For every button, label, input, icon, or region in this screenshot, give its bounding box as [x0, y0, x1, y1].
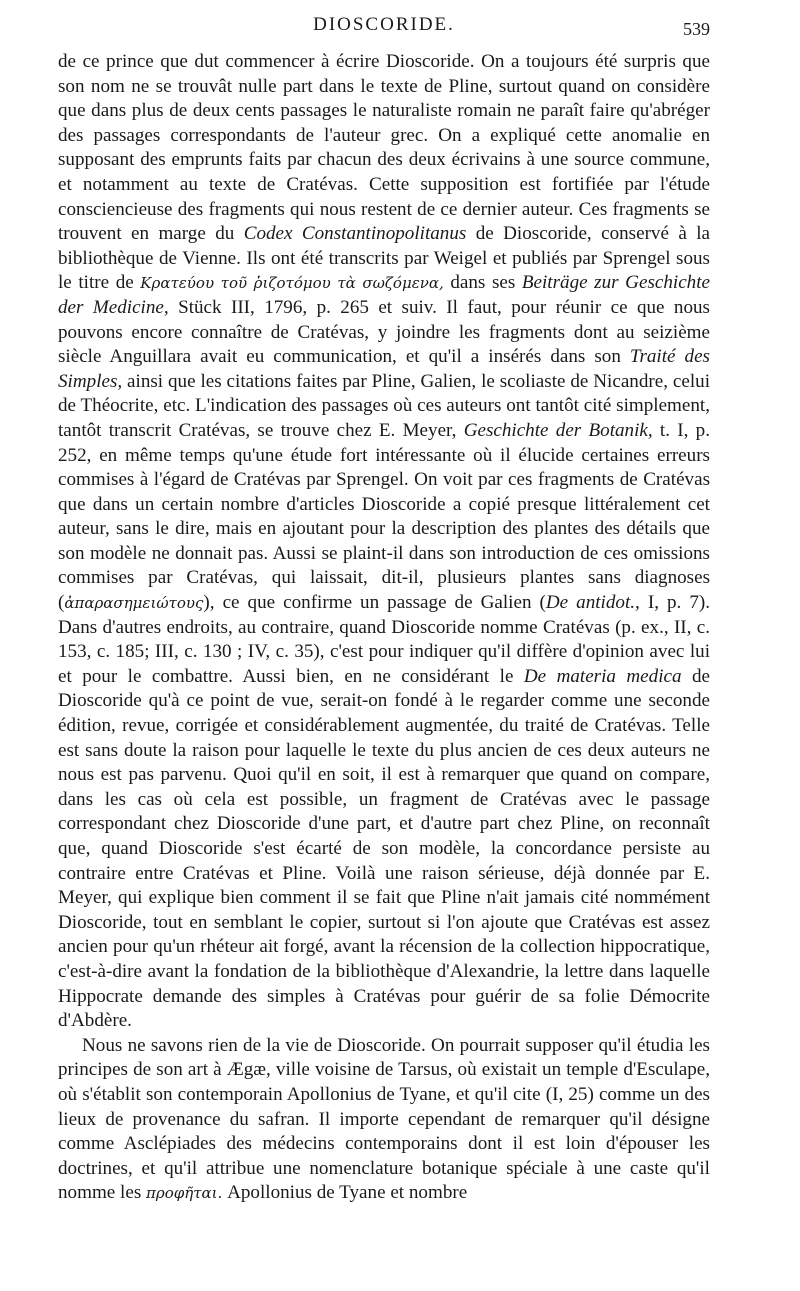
italic-title: De antidot., [545, 592, 640, 614]
text-run: de Dioscoride qu'à ce point de vue, serait-on fondé à le regarder comme une seconde édition, revue, corrigée et considérablement augmentée, du traité de Cratévas. Telle est sans doute la raison pour laquelle le texte du plus ancien de ces deux auteurs ne nous est pas parvenu. Quoi qu'il en soit, il est à remarquer que quand on compare, dans les cas où cela est possible, un fragment de Cratévas avec le passage correspondant chez Dioscoride d'une part, et d'autre part chez Pline, on reconnaît que, quand Dioscoride s'est écarté de son modèle, la concordance persiste au contraire entre Cratévas et Pline. Voilà une raison sérieuse, déjà donnée par E. Meyer, qui explique bien comment il se fait que Pline n'ait jamais cité nommément Dioscoride, tout en semblant le copier, surtout si l'on ajoute que Cratévas est assez ancien pour qu'un rhéteur ait forgé, avant la récension de la collection hippocratique, c'est-à-dire avant la fondation de la bibliothèque d'Alexandrie, la lettre dans laquelle Hippocrate demande des simples à Cratévas pour guérir de sa folie Démocrite d'Abdère. [58, 665, 710, 1032]
text-run: t. I, p. 252, en même temps qu'une étude fort intéressante où il élucide certaines erreurs commises à l'égard de Cratévas par Sprengel. On voit par ces fragments de Cratévas que dans un certain nombre d'articles Dioscoride a copié presque littéralement cet auteur, sans le dire, mais en ajoutant pour la description des plantes des détails que son modèle ne donnait pas. Aussi se plaint-il dans son introduction de ces omissions commises par Cratévas, qui laissait, dit-il, plusieurs plantes sans diagnoses ( [58, 419, 710, 614]
italic-title: Beiträge zur Geschichte der Medicine, [58, 272, 710, 318]
text-run: Stück III, 1796, p. 265 et suiv. Il faut, pour réunir ce que nous pouvons encore connaître de Cratévas, y joindre les fragments dont au seizième siècle Anguillara avait eu communication, et qu'il a insérés dans son [58, 296, 710, 368]
italic-title: Traité des Simples, [58, 346, 710, 392]
running-title: DIOSCORIDE. [313, 14, 455, 35]
text-run: dans ses [443, 272, 522, 294]
italic-title: Codex Constantinopolitanus [243, 223, 467, 245]
greek-text: προφῆται. [146, 1184, 223, 1203]
text-run: Apollonius de Tyane et nombre [222, 1182, 468, 1204]
text-run: de ce prince que dut commencer à écrire Dioscoride. On a toujours été surpris que son nom ne se trouvât nulle part dans le texte de Pline, surtout quand on considère que dans plus de deux cents passages le naturaliste romain ne paraît faire qu'abréger des passages correspondants de l'auteur grec. On a expliqué cette anomalie en supposant des emprunts faits par chacun des deux écrivains à une source commune, et notamment au texte de Cratévas. Cette supposition est fortifiée par l'étude consciencieuse des fragments qui nous restent de ce dernier auteur. Ces fragments se trouvent en marge du [58, 51, 710, 245]
body-text [58, 50, 710, 1206]
greek-text: ἀπαρασημειώτους [64, 594, 204, 613]
text-run: Nous ne savons rien de la vie de Dioscoride. On pourrait supposer qu'il étudia les principes de son art à Ægæ, ville voisine de Tarsus, où existait un temple d'Esculape, où s'établit son contemporain Apollonius de Tyane, et qu'il cite (I, 25) comme un des lieux de provenance du safran. Il importe cependant de remarquer qu'il désigne comme Asclépiades des médecins contemporains dont il est loin d'épouser les doctrines, et qu'il attribue une nomenclature botanique spéciale à une caste qu'il nomme les [58, 1034, 710, 1204]
italic-title: De materia medica [523, 665, 682, 687]
paragraph-continued [58, 50, 710, 1034]
italic-title: Geschichte der Botanik, [463, 419, 653, 441]
text-run: ), ce que confirme un passage de Galien ( [203, 592, 546, 614]
text-run: I, p. 7). Dans d'autres endroits, au contraire, quand Dioscoride nomme Cratévas (p. ex., II, c. 153, c. 185; III, c. 130 ; IV, c. 35), c'est pour indiquer qu'il diffère d'opinion avec lui et pour le combattre. Aussi bien, en ne considérant le [58, 592, 710, 687]
greek-text: Κρατεύου τοῦ ῥιζοτόμου τὰ σωζόμενα, [140, 274, 444, 293]
text-run: ainsi que les citations faites par Pline, Galien, le scoliaste de Nicandre, celui de Théocrite, etc. L'indication des passages où ces auteurs ont tantôt cité simplement, tantôt transcrit Cratévas, se trouve chez E. Meyer, [58, 370, 710, 441]
running-head [58, 14, 710, 44]
text-run: de Dioscoride, conservé à la bibliothèque de Vienne. Ils ont été transcrits par Weigel et publiés par Sprengel sous le titre de [58, 223, 710, 294]
page-number: 539 [683, 19, 710, 39]
paragraph-new [58, 1034, 710, 1206]
